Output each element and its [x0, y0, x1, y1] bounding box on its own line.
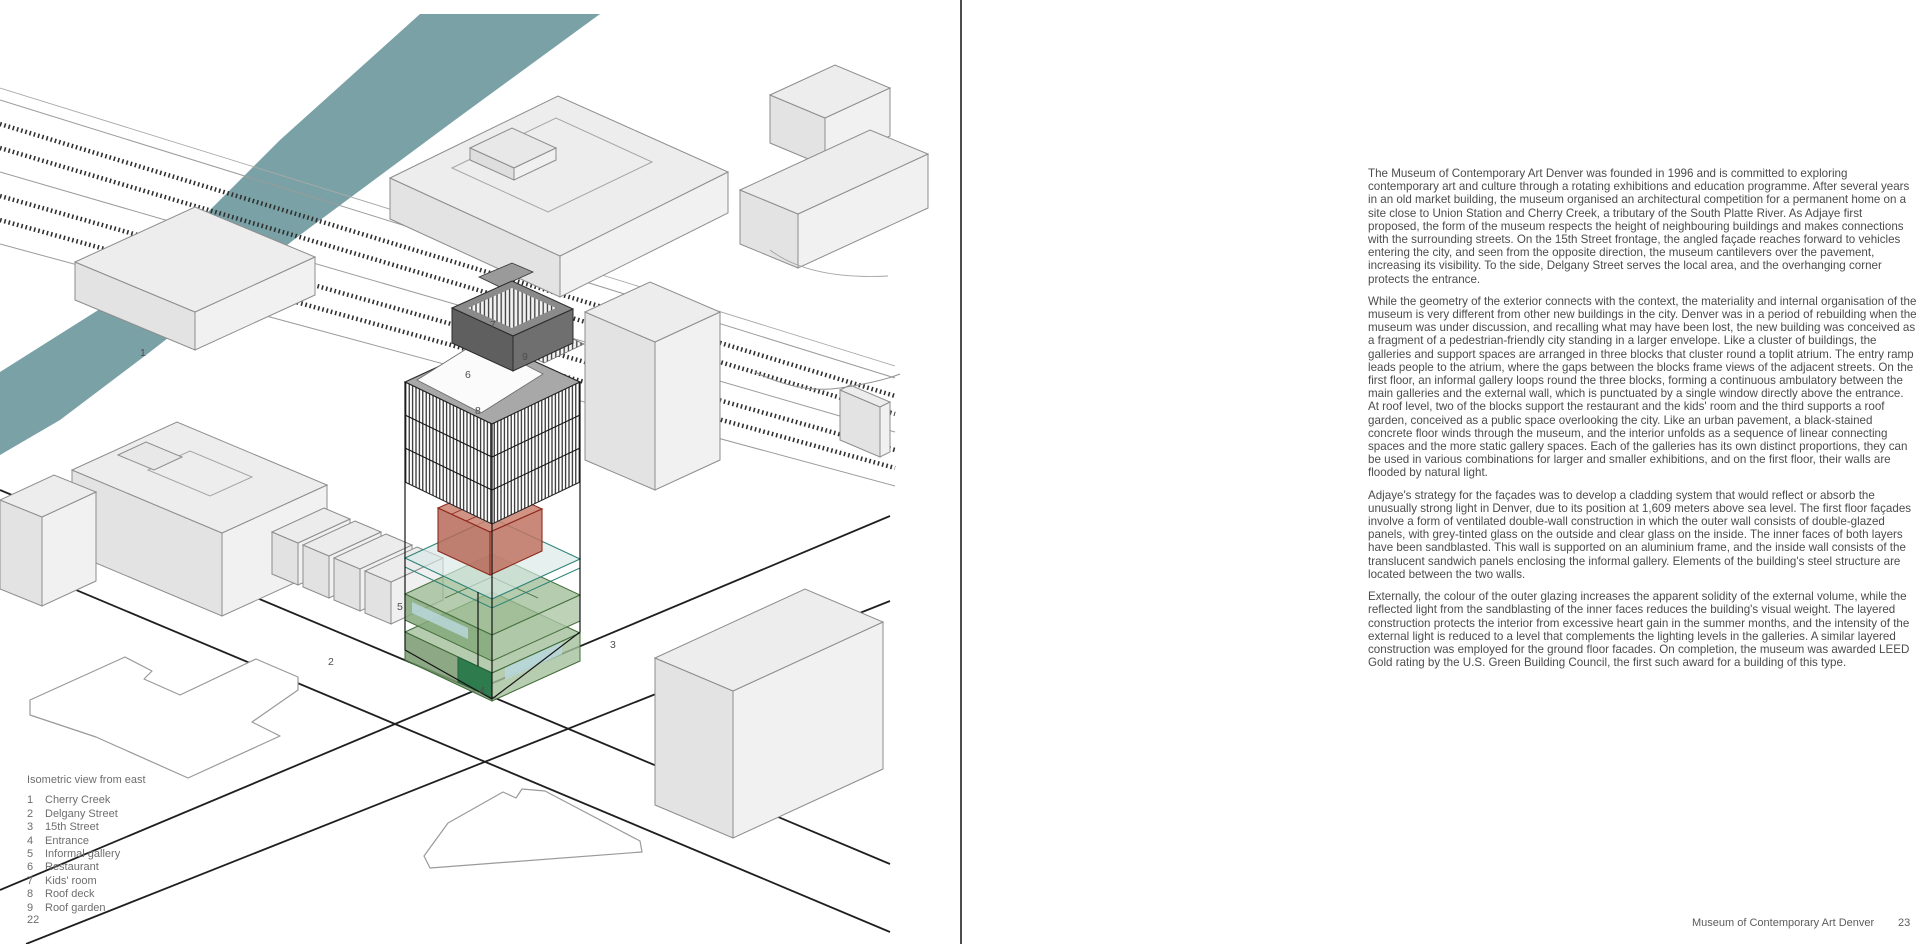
legend-item — [27, 861, 146, 874]
context-building — [840, 385, 890, 457]
body-text — [1368, 167, 1917, 678]
road-curve — [755, 372, 900, 389]
page-left — [0, 0, 960, 944]
figure-label-3: 3 — [610, 639, 616, 651]
legend-item — [27, 902, 146, 915]
legend-item — [27, 808, 146, 821]
legend-item — [27, 848, 146, 861]
paragraph: Adjaye's strategy for the façades was to develop a cladding system that would reflect or absorb the unusually strong light in Denver, due to its position at 1,609 meters above sea level. The first floor façades involve a form of ventilated double-wall construction in which the outer wall consists of double-glazed panels, with grey-tinted glass on the outside and clear glass on the inside. The inner faces of both layers have been sandblasted. This wall is supported on an aluminium frame, and the inside wall consists of the translucent sandwich panels enclosing the informal gallery. Elements of the building's steel structure are located between the two walls. — [1368, 488, 1912, 581]
legend-label: Roof garden — [45, 901, 106, 914]
legend-label: Roof deck — [45, 888, 95, 901]
figure-label-8: 8 — [475, 405, 481, 417]
paragraph: Externally, the colour of the outer glazing increases the apparent solidity of the external volume, while the reflected light from the sandblasting of the inner faces reduces the building's visual weight. The layered construction protects the interior from excessive heart gain in the summer months, and the intensity of the external light is reduced to a level that complements the lighting levels in the galleries. A similar layered construction was employed for the ground floor facades. On completion, the museum was awarded LEED Gold rating by the U.S. Green Building Council, the first such award for a building of this type. — [1368, 590, 1910, 670]
legend-label: Entrance — [45, 834, 90, 847]
legend-item — [27, 835, 146, 848]
legend-item — [27, 875, 146, 888]
page-number-right: 23 — [1898, 917, 1911, 929]
context-building — [585, 282, 720, 490]
legend-label: Cherry Creek — [45, 794, 111, 807]
figure-caption — [27, 774, 146, 915]
legend-label: Kids' room — [45, 874, 97, 887]
legend-number: 7 — [27, 874, 34, 887]
legend-label: Restaurant — [45, 861, 99, 874]
legend-label: Delgany Street — [45, 807, 118, 820]
paragraph: The Museum of Contemporary Art Denver was founded in 1996 and is committed to exploring contemporary art and culture through a rotating exhibitions and education programme. After several years in an old market building, the museum organised an architectural competition for a permanent home on a site close to Union Station and Cherry Creek, a tributary of the South Platte River. As Adjaye first proposed, the form of the museum respects the height of neighbouring buildings and makes connections with the surrounding streets. On the 15th Street frontage, the angled façade reaches forward to vehicles entering the city, and seen from the opposite direction, the museum cantilevers over the pavement, increasing its visibility. To the side, Delgany Street serves the local area, and the overhanging corner protects the entrance. — [1368, 167, 1910, 286]
legend-number: 1 — [27, 794, 34, 807]
figure-label-7: 7 — [490, 319, 496, 331]
figure-label-4: 4 — [479, 685, 485, 697]
legend-item — [27, 888, 146, 901]
figure-label-2: 2 — [328, 656, 334, 668]
context-building — [0, 475, 96, 606]
figure-label-9: 9 — [522, 351, 528, 363]
legend-number: 2 — [27, 807, 34, 820]
footer-title: Museum of Contemporary Art Denver — [1692, 917, 1875, 929]
legend-number: 4 — [27, 834, 34, 847]
page-right — [962, 0, 1922, 944]
legend-number: 9 — [27, 901, 34, 914]
figure-label-5: 5 — [397, 601, 403, 613]
legend-number: 3 — [27, 821, 34, 834]
legend-item — [27, 794, 146, 807]
legend-item — [27, 821, 146, 834]
legend-number: 5 — [27, 848, 34, 861]
legend-label: 15th Street — [45, 821, 99, 834]
context-building — [740, 130, 928, 268]
legend-number: 8 — [27, 888, 34, 901]
page-number-left: 22 — [27, 914, 40, 926]
paragraph: While the geometry of the exterior connects with the context, the materiality and internal organisation of the museum is very different from other new buildings in the city. Denver was in a period of rebuilding when the museum was under discussion, and recalling what may have been lost, the new building was conceived as a fragment of a pedestrian-friendly city standing in a larger envelope. Like a cluster of buildings, the galleries and support spaces are arranged in three blocks that cluster round a toplit atrium. The entry ramp leads people to the atrium, where the gaps between the blocks frame views of the adjacent streets. On the first floor, an informal gallery loops round the three blocks, forming a continuous ambulatory between the main galleries and the external wall, which is punctuated by a single window directly above the entrance. At roof level, two of the blocks support the restaurant and the kids' room and the third supports a roof garden, conceived as a public space overlooking the city. Like an urban pavement, a black-stained concrete floor winds through the museum, and the interior unfolds as a sequence of linear connecting spaces and the more static gallery spaces. Each of the galleries has its own distinct proportions, they can be used in various combinations for larger and smaller exhibitions, and on the first floor, their walls are flooded by natural light. — [1368, 294, 1917, 480]
figure-label-1: 1 — [140, 347, 146, 359]
legend-label: Informal gallery — [45, 848, 121, 861]
legend-number: 6 — [27, 861, 34, 874]
figure-label-6: 6 — [465, 369, 471, 381]
caption-title: Isometric view from east — [27, 774, 146, 786]
